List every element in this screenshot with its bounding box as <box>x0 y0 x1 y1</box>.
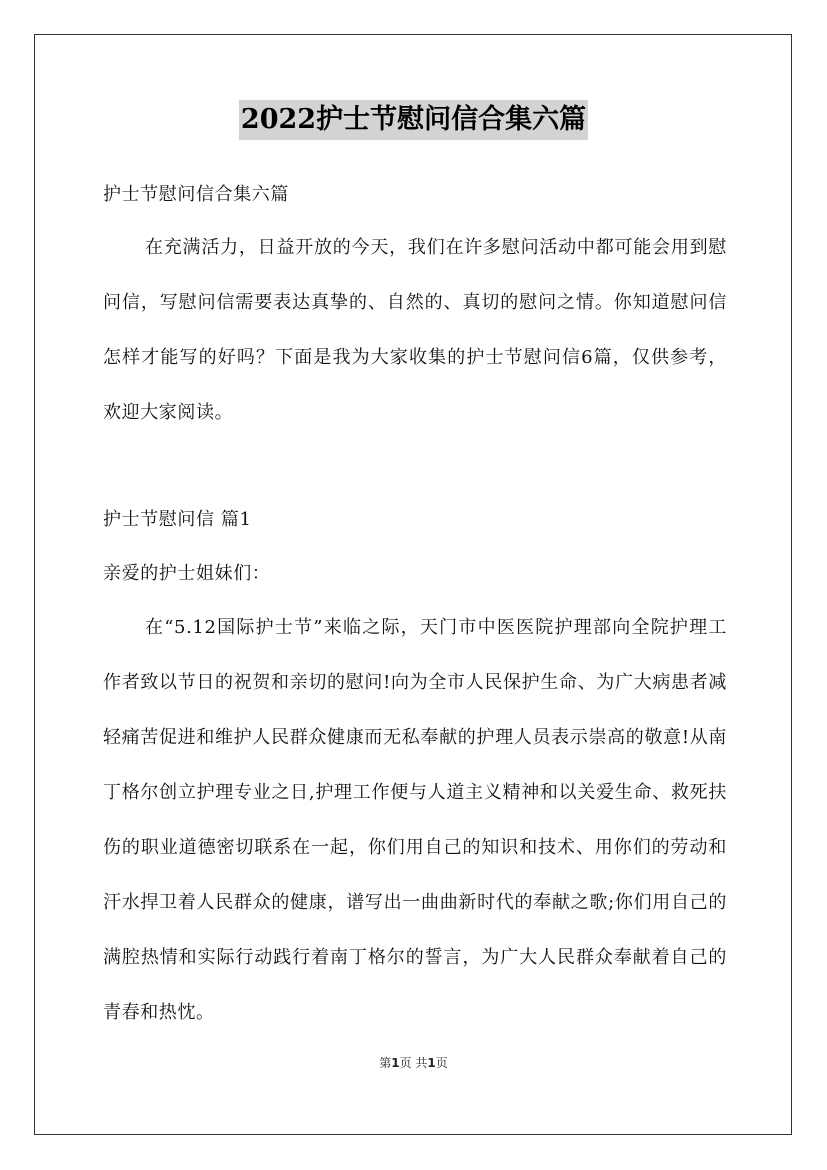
footer-page-mid: 页 共 <box>399 1056 428 1070</box>
document-title: 2022护士节慰问信合集六篇 <box>239 100 588 140</box>
letter-salutation: 亲爱的护士姐妹们： <box>103 563 271 584</box>
footer-page-current: 1 <box>391 1056 400 1070</box>
footer-page-total: 1 <box>427 1056 436 1070</box>
letter-body-paragraph: 在“5.12国际护士节”来临之际，天门市中医医院护理部向全院护理工作者致以节日的祝贺和亲切的慰问!向为全市人民保护生命、为广大病患者减轻痛苦促进和维护人民群众健康而无私奉献的护理人员表示崇高的敬意!从南丁格尔创立护理专业之日,护理工作便与人道主义精神和以关爱生命、救死扶伤的职业道德密切联系在一起，你们用自己的知识和技术、用你们的劳动和汗水捍卫着人民群众的健康，谱写出一曲曲新时代的奉献之歌;你们用自己的满腔热情和实际行动践行着南丁格尔的誓言，为广大人民群众奉献着自己的青春和热忱。 <box>103 617 727 1023</box>
document-subtitle: 护士节慰问信合集六篇 <box>103 184 289 205</box>
footer-page-suffix: 页 <box>435 1056 448 1070</box>
footer-page-prefix: 第 <box>379 1056 392 1070</box>
title-container <box>0 100 827 140</box>
intro-paragraph: 在充满活力，日益开放的今天，我们在许多慰问活动中都可能会用到慰问信，写慰问信需要表达真挚的、自然的、真切的慰问之情。你知道慰问信怎样才能写的好吗？下面是我为大家收集的护士节慰问信6篇，仅供参考，欢迎大家阅读。 <box>103 237 727 423</box>
section-heading: 护士节慰问信 篇1 <box>103 509 252 530</box>
page-footer <box>0 1054 827 1071</box>
